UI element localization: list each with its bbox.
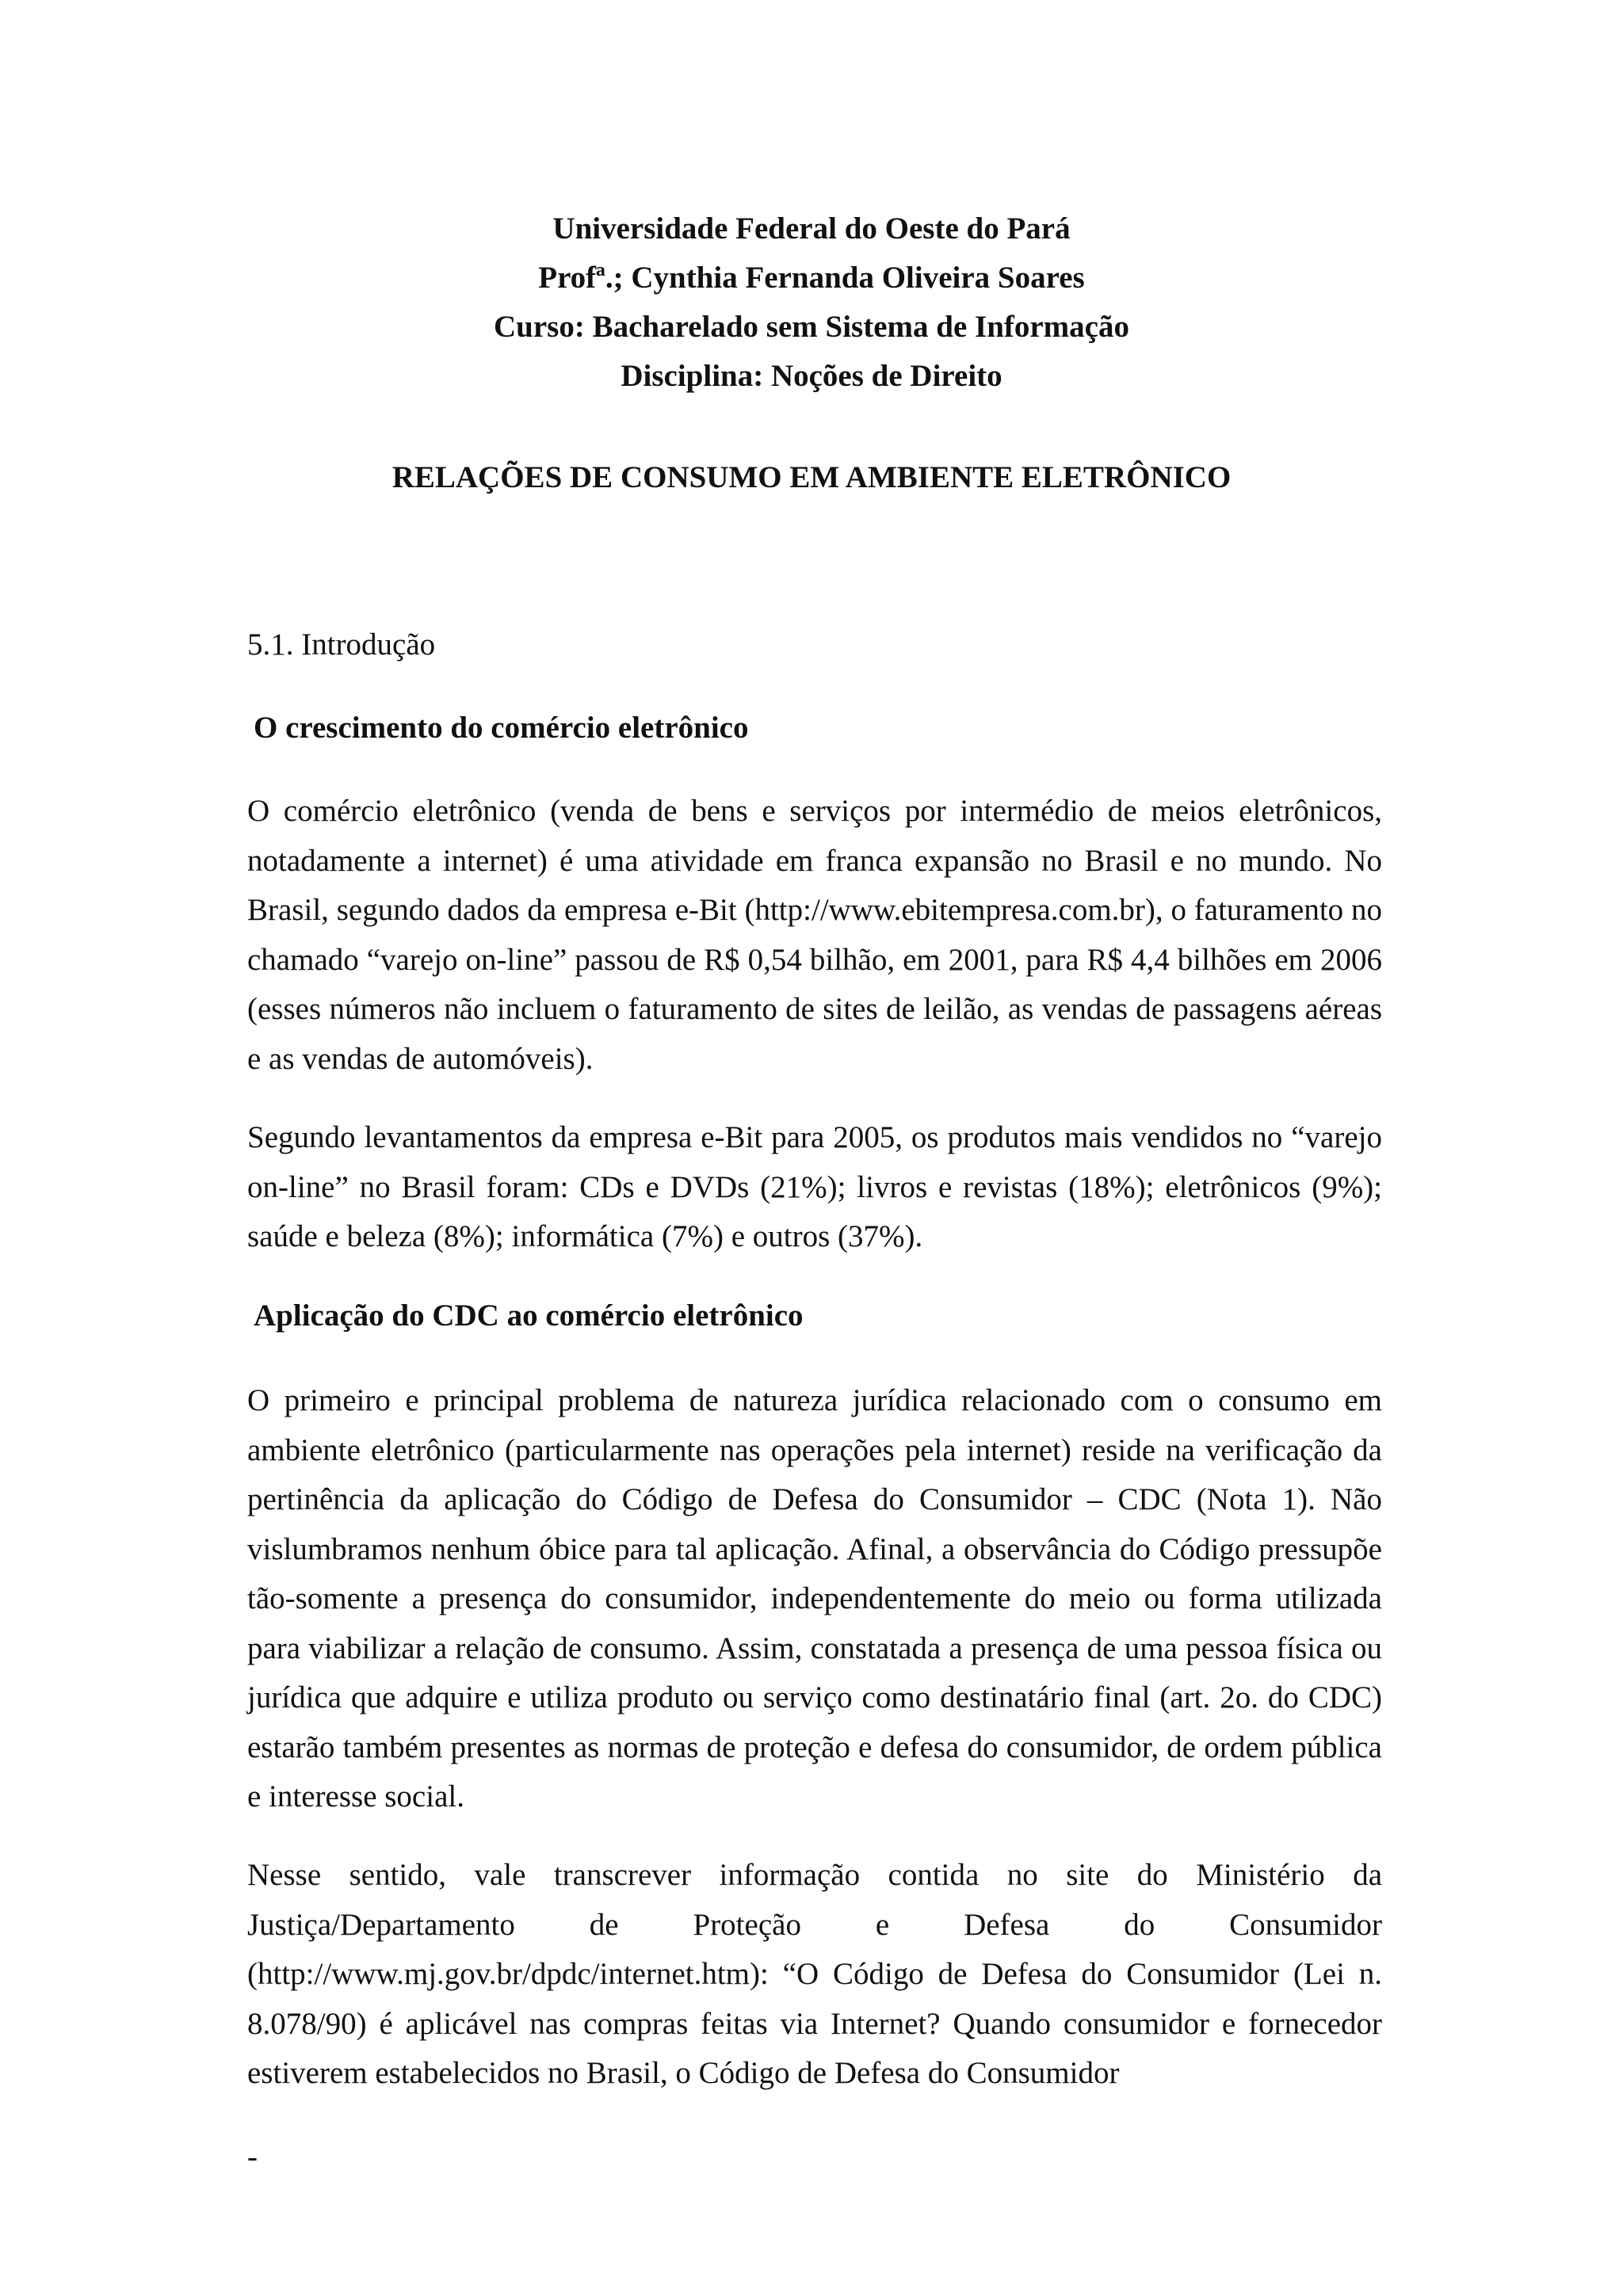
paragraph-growth: O comércio eletrônico (venda de bens e serviços por intermédio de meios eletrônicos, notadamente a internet) é uma atividade em franca expansão no Brasil e no mundo. No Brasil, segundo dados da empresa e-Bit (http://www.ebitempresa.com.br), o faturamento no chamado “varejo on-line” passou de R$ 0,54 bilhão, em 2001, para R$ 4,4 bilhões em 2006 (esses números não incluem o faturamento de sites de leilão, as vendas de passagens aéreas e as vendas de automóveis). bbox=[247, 794, 1382, 1076]
document-header bbox=[0, 204, 1623, 401]
section-heading: 5.1. Introdução bbox=[247, 627, 436, 662]
footer-mark: - bbox=[247, 2140, 258, 2174]
paragraph-products: Segundo levantamentos da empresa e-Bit para 2005, os produtos mais vendidos no “varejo on-line” no Brasil foram: CDs e DVDs (21%); livros e revistas (18%); eletrônicos (9%); saúde e beleza (8%); informática (7%) e outros (37%). bbox=[247, 1120, 1382, 1253]
discipline-name: Disciplina: Noções de Direito bbox=[621, 359, 1002, 393]
paragraph-cdc: O primeiro e principal problema de natureza jurídica relacionado com o consumo em ambiente eletrônico (particularmente nas operações pela internet) reside na verificação da pertinência da aplicação do Código de Defesa do Consumidor – CDC (Nota 1). Não vislumbramos nenhum óbice para tal aplicação. Afinal, a observância do Código pressupõe tão-somente a presença do consumidor, independentemente do meio ou forma utilizada para viabilizar a relação de consumo. Assim, constatada a presença de uma pessoa física ou jurídica que adquire e utiliza produto ou serviço como destinatário final (art. 2o. do CDC) estarão também presentes as normas de proteção e defesa do consumidor, de ordem pública e interesse social. bbox=[247, 1383, 1382, 1814]
paragraph-ministry: Nesse sentido, vale transcrever informação contida no site do Ministério da Justiça/Departamento de Proteção e Defesa do Consumidor (http://www.mj.gov.br/dpdc/internet.htm): “O Código de Defesa do Consumidor (Lei n. 8.078/90) é aplicável nas compras feitas via Internet? Quando consumidor e fornecedor estiverem estabelecidos no Brasil, o Código de Defesa do Consumidor bbox=[247, 1858, 1382, 2090]
university-name: Universidade Federal do Oeste do Pará bbox=[552, 212, 1071, 246]
document-title: RELAÇÕES DE CONSUMO EM AMBIENTE ELETRÔNICO bbox=[391, 460, 1232, 494]
subheading-cdc: Aplicação do CDC ao comércio eletrônico bbox=[254, 1299, 804, 1333]
professor-name: Profª.; Cynthia Fernanda Oliveira Soares bbox=[538, 261, 1085, 295]
subheading-growth: O crescimento do comércio eletrônico bbox=[254, 711, 749, 745]
course-name: Curso: Bacharelado sem Sistema de Informação bbox=[494, 310, 1129, 344]
